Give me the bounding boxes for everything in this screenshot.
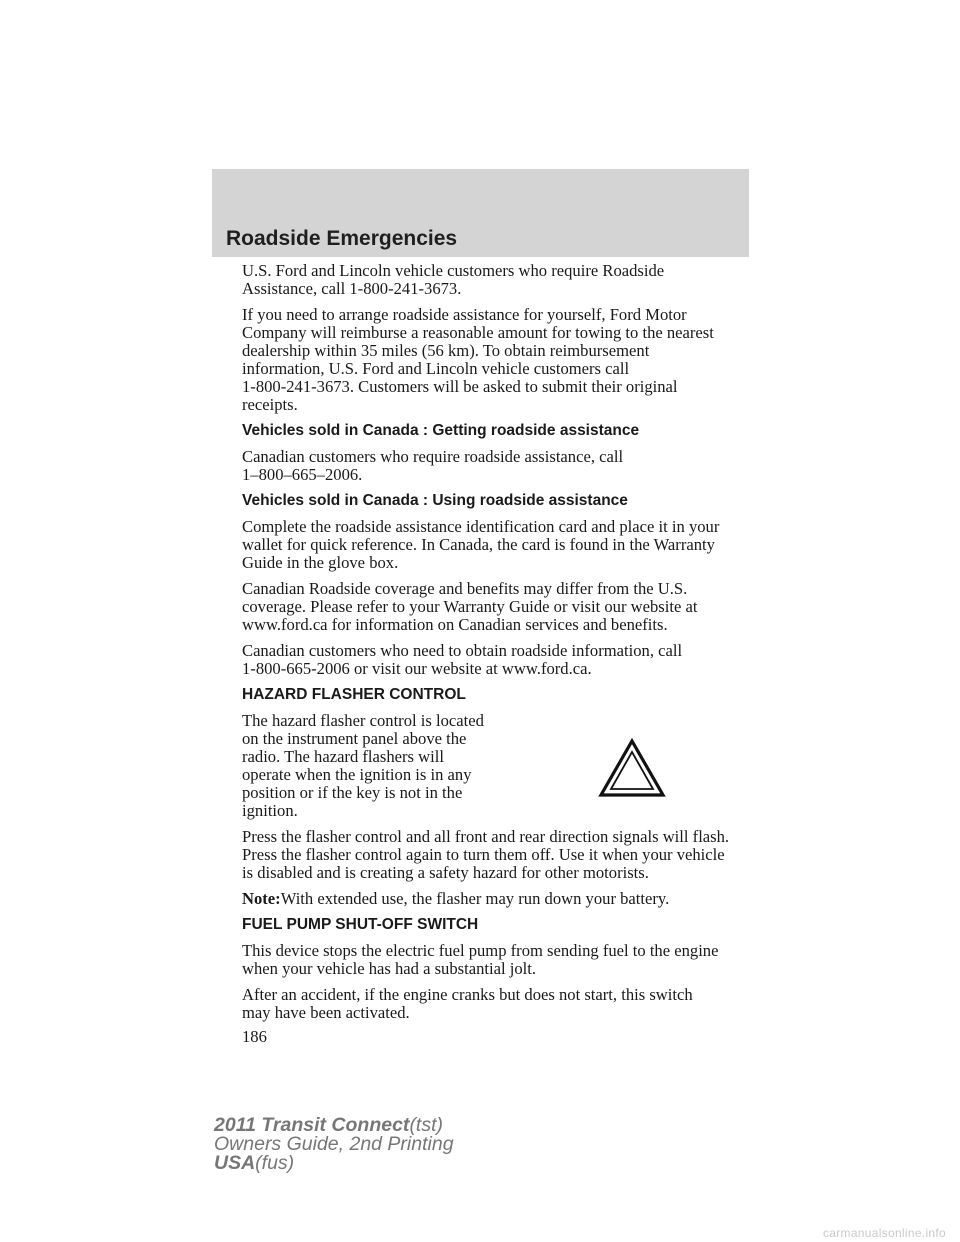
- paragraph-fuel-pump-function: This device stops the electric fuel pump from sending fuel to the engine when your vehicle has had a substantial jolt.: [242, 941, 719, 978]
- heading-hazard-flasher: HAZARD FLASHER CONTROL: [242, 686, 466, 703]
- note-battery: [242, 890, 752, 908]
- paragraph-canada-card: Complete the roadside assistance identification card and place it in your wallet for quick reference. In Canada, the card is found in the Warranty Guide in the glove box.: [242, 517, 720, 572]
- paragraph-us-roadside: U.S. Ford and Lincoln vehicle customers who require Roadside Assistance, call 1-800-241-3673.: [242, 261, 665, 298]
- page-content: [242, 262, 752, 1046]
- footer-line-guide: Owners Guide, 2nd Printing: [214, 1133, 454, 1155]
- paragraph-fuel-pump-accident: After an accident, if the engine cranks but does not start, this switch may have been activated.: [242, 985, 693, 1022]
- paragraph-canada-coverage: Canadian Roadside coverage and benefits may differ from the U.S. coverage. Please refer to your Warranty Guide or visit our website at www.ford.ca for information on Canadian services and benefits.: [242, 579, 698, 634]
- section-header-band: [212, 169, 749, 257]
- note-text: With extended use, the flasher may run down your battery.: [280, 889, 670, 908]
- document-footer: [214, 1116, 454, 1173]
- footer-line-market: USA(fus): [214, 1152, 295, 1174]
- page-number: 186: [242, 1027, 267, 1046]
- footer-line-model: 2011 Transit Connect(tst): [214, 1114, 444, 1136]
- heading-fuel-pump-switch: FUEL PUMP SHUT-OFF SWITCH: [242, 916, 479, 933]
- heading-canada-getting-assistance: Vehicles sold in Canada : Getting roadside assistance: [242, 422, 640, 439]
- note-label: Note:: [242, 889, 281, 908]
- heading-canada-using-assistance: Vehicles sold in Canada : Using roadside assistance: [242, 492, 628, 509]
- section-title: Roadside Emergencies: [226, 227, 458, 250]
- paragraph-hazard-operation: Press the flasher control and all front and rear direction signals will flash. Press the flasher control again to turn them off. Use it when your vehicle is disabled and is creating a safety hazard for other motorists.: [242, 827, 730, 882]
- site-watermark: carmanualsonline.info: [822, 1226, 946, 1240]
- paragraph-hazard-location: The hazard flasher control is located on the instrument panel above the radio. The hazard flashers will operate when the ignition is in any position or if the key is not in the ignition.: [242, 711, 484, 820]
- hazard-section: [242, 712, 752, 820]
- paragraph-canada-getting: Canadian customers who require roadside assistance, call 1–800–665–2006.: [242, 447, 624, 484]
- hazard-triangle-icon: [598, 738, 666, 798]
- paragraph-us-reimbursement: If you need to arrange roadside assistance for yourself, Ford Motor Company will reimburse a reasonable amount for towing to the nearest dealership within 35 miles (56 km). To obtain reimbursement information, U.S. Ford and Lincoln vehicle customers call 1-800-241-3673. Customers will be asked to submit their original receipts.: [242, 305, 714, 414]
- paragraph-canada-information: Canadian customers who need to obtain roadside information, call 1-800-665-2006 or visit our website at www.ford.ca.: [242, 641, 683, 678]
